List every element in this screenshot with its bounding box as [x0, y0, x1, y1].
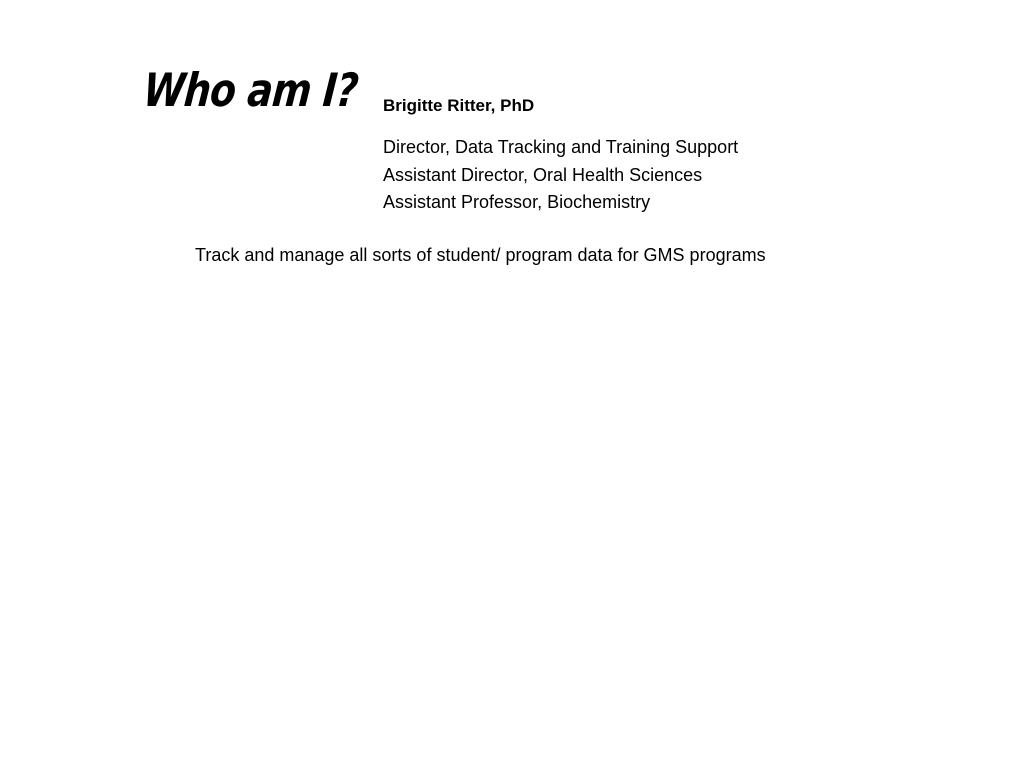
- slide-title: Who am I?: [141, 63, 360, 117]
- job-title: Assistant Director, Oral Health Sciences: [383, 164, 703, 185]
- role-description: Track and manage all sorts of student/ program data for GMS programs: [195, 245, 766, 265]
- job-title: Assistant Professor, Biochemistry: [383, 192, 651, 212]
- job-title: Director, Data Tracking and Training Support: [383, 137, 739, 157]
- presenter-name: Brigitte Ritter, PhD: [383, 96, 535, 115]
- job-titles-list: [383, 134, 738, 217]
